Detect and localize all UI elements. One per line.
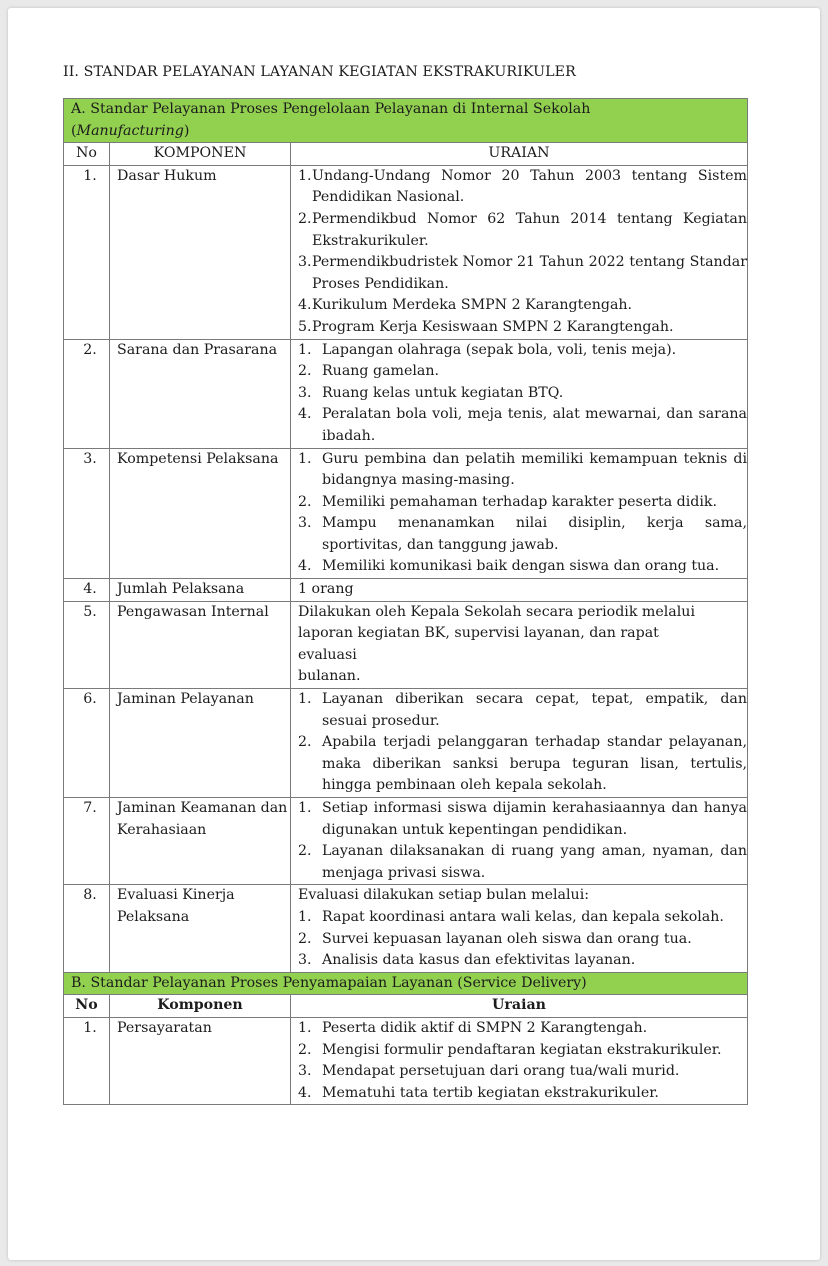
list-text: Guru pembina dan pelatih memiliki kemampuan teknis di bidangnya masing-masing.: [322, 450, 747, 489]
list-item: [298, 1040, 747, 1062]
list-item: [298, 950, 747, 972]
list-item: [298, 1083, 747, 1105]
row-number: 5.: [64, 601, 110, 688]
row-uraian: [291, 798, 748, 885]
list-item: [298, 295, 747, 317]
row-uraian: [291, 448, 748, 579]
table-a-body: [64, 165, 748, 972]
list-item: [298, 798, 747, 841]
table-row: [64, 1017, 748, 1104]
list-text: Apabila terjadi pelanggaran terhadap standar pelayanan, maka diberikan sanksi berupa teguran lisan, tertulis, hingga pembinaan oleh kepala sekolah.: [322, 734, 747, 794]
uraian-list: [298, 449, 747, 579]
uraian-list: [298, 907, 747, 972]
header-komponen-b: Komponen: [110, 995, 291, 1018]
section-b-row: [64, 972, 748, 995]
section-a-title-line2: [71, 121, 747, 143]
table-row: [64, 339, 748, 448]
list-item: [298, 383, 747, 405]
list-number: 1.: [298, 800, 312, 816]
header-komponen: KOMPONEN: [110, 143, 291, 166]
section-a-row: [64, 99, 748, 143]
list-item: [298, 513, 747, 556]
list-number: 3.: [298, 384, 312, 401]
list-item: [298, 556, 747, 578]
row-uraian: [291, 579, 748, 602]
list-text: Setiap informasi siswa dijamin kerahasiaannya dan hanya digunakan untuk kepentingan pendidikan.: [322, 800, 747, 838]
table-row: [64, 165, 748, 339]
row-komponen: Persayaratan: [110, 1017, 291, 1104]
row-komponen: Jumlah Pelaksana: [110, 579, 291, 602]
list-item: [298, 689, 747, 732]
list-number: 2.: [298, 493, 312, 510]
list-item: [298, 1061, 747, 1083]
list-item: [298, 929, 747, 951]
list-item: [298, 1018, 747, 1040]
list-number: 4.: [298, 558, 312, 575]
list-number: 1.: [298, 341, 312, 358]
list-item: [298, 166, 747, 209]
row-number: 3.: [64, 448, 110, 579]
list-number: 3.: [298, 1063, 312, 1080]
list-text: Survei kepuasan layanan oleh siswa dan orang tua.: [322, 930, 692, 947]
row-uraian: [291, 885, 748, 972]
table-row: [64, 885, 748, 972]
row-komponen: Sarana dan Prasarana: [110, 339, 291, 448]
list-text: Permendikbud Nomor 62 Tahun 2014 tentang Kegiatan Ekstrakurikuler.: [312, 210, 747, 249]
list-item: [298, 209, 747, 252]
uraian-intro: Evaluasi dilakukan setiap bulan melalui:: [298, 887, 590, 904]
list-number: 2.: [298, 363, 312, 380]
row-komponen: Jaminan Pelayanan: [110, 689, 291, 798]
section-a-subtitle: Manufacturing: [76, 122, 184, 139]
uraian-list: [298, 166, 747, 339]
list-text: Undang-Undang Nomor 20 Tahun 2003 tentang Sistem Pendidikan Nasional.: [312, 167, 747, 206]
row-number: 6.: [64, 689, 110, 798]
list-number: 2.: [298, 843, 312, 860]
row-komponen: Kompetensi Pelaksana: [110, 448, 291, 579]
list-item: [298, 449, 747, 492]
row-number: 2.: [64, 339, 110, 448]
list-number: 1.: [298, 450, 312, 467]
list-text: Peralatan bola voli, meja tenis, alat mewarnai, dan sarana ibadah.: [322, 406, 747, 444]
list-item: [298, 361, 747, 383]
list-number: 2.: [298, 930, 312, 947]
header-uraian-b: Uraian: [291, 995, 748, 1018]
list-item: [298, 492, 747, 514]
uraian-list: [298, 1018, 747, 1104]
list-number: 1.: [298, 691, 312, 708]
list-number: 1.: [298, 908, 312, 925]
list-text: Rapat koordinasi antara wali kelas, dan kepala sekolah.: [322, 908, 724, 925]
row-uraian: [291, 1017, 748, 1104]
header-no: No: [64, 143, 110, 166]
list-number: 5.: [298, 318, 312, 335]
row-number: 7.: [64, 798, 110, 885]
table-b-body: [64, 1017, 748, 1104]
list-item: [298, 252, 747, 295]
list-text: Kurikulum Merdeka SMPN 2 Karangtengah.: [312, 297, 633, 314]
list-text: Ruang kelas untuk kegiatan BTQ.: [322, 384, 564, 401]
row-komponen: Jaminan Keamanan dan Kerahasiaan: [110, 798, 291, 885]
row-number: 1.: [64, 1017, 110, 1104]
list-number: 4.: [298, 297, 312, 314]
table-row: [64, 601, 748, 688]
service-standard-table: [63, 98, 748, 1105]
list-text: Ruang gamelan.: [322, 363, 440, 380]
list-item: [298, 404, 747, 447]
row-number: 1.: [64, 165, 110, 339]
list-text: Memiliki komunikasi baik dengan siswa dan orang tua.: [322, 558, 720, 575]
list-text: Mendapat persetujuan dari orang tua/wali murid.: [322, 1063, 680, 1080]
list-number: 3.: [298, 952, 312, 969]
list-text: Mengisi formulir pendaftaran kegiatan ekstrakurikuler.: [322, 1041, 722, 1058]
list-number: 3.: [298, 254, 312, 271]
table-b-header-row: [64, 995, 748, 1018]
table-row: [64, 798, 748, 885]
list-item: [298, 317, 747, 339]
list-number: 4.: [298, 1084, 312, 1101]
list-text: Permendikbudristek Nomor 21 Tahun 2022 tentang Standar Proses Pendidikan.: [312, 254, 747, 292]
uraian-list: [298, 798, 747, 884]
list-text: Analisis data kasus dan efektivitas layanan.: [322, 952, 636, 969]
list-text: Lapangan olahraga (sepak bola, voli, tenis meja).: [322, 341, 677, 358]
list-number: 4.: [298, 406, 312, 423]
row-uraian: [291, 339, 748, 448]
list-number: 3.: [298, 515, 312, 532]
table-row: [64, 689, 748, 798]
list-text: Layanan diberikan secara cepat, tepat, empatik, dan sesuai prosedur.: [322, 691, 747, 729]
uraian-text: 1 orang: [298, 581, 354, 598]
row-number: 8.: [64, 885, 110, 972]
section-a-title: [64, 99, 748, 143]
list-text: Mematuhi tata tertib kegiatan ekstrakurikuler.: [322, 1084, 659, 1101]
table-row: [64, 579, 748, 602]
list-item: [298, 841, 747, 884]
paren-open: (: [71, 122, 77, 139]
row-komponen: Dasar Hukum: [110, 165, 291, 339]
list-text: Peserta didik aktif di SMPN 2 Karangtengah.: [322, 1019, 648, 1036]
list-item: [298, 340, 747, 362]
uraian-list: [298, 689, 747, 797]
uraian-line: laporan kegiatan BK, supervisi layanan, dan rapat: [298, 625, 659, 642]
row-uraian: [291, 165, 748, 339]
list-number: 2.: [298, 734, 312, 751]
row-uraian: [291, 689, 748, 798]
list-number: 2.: [298, 1041, 312, 1058]
uraian-line: evaluasi: [298, 646, 357, 663]
list-text: Layanan dilaksanakan di ruang yang aman, nyaman, dan menjaga privasi siswa.: [322, 843, 747, 881]
row-komponen: Evaluasi Kinerja Pelaksana: [110, 885, 291, 972]
list-item: [298, 907, 747, 929]
row-komponen: Pengawasan Internal: [110, 601, 291, 688]
list-number: 2.: [298, 210, 312, 227]
paren-close: ): [183, 122, 190, 139]
header-no-b: No: [64, 995, 110, 1018]
list-text: Program Kerja Kesiswaan SMPN 2 Karangtengah.: [312, 318, 674, 335]
document-page: [8, 8, 820, 1260]
table-a-header-row: [64, 143, 748, 166]
uraian-line: Dilakukan oleh Kepala Sekolah secara periodik melalui: [298, 603, 695, 620]
list-number: 1.: [298, 167, 312, 184]
section-b-title: B. Standar Pelayanan Proses Penyamapaian Layanan (Service Delivery): [64, 972, 748, 995]
section-a-title-line1: A. Standar Pelayanan Proses Pengelolaan Pelayanan di Internal Sekolah: [71, 101, 591, 117]
uraian-list: [298, 340, 747, 448]
list-number: 1.: [298, 1019, 312, 1036]
table-row: [64, 448, 748, 579]
document-title: II. STANDAR PELAYANAN LAYANAN KEGIATAN EKSTRAKURIKULER: [63, 64, 576, 80]
list-text: Mampu menanamkan nilai disiplin, kerja sama, sportivitas, dan tanggung jawab.: [322, 515, 747, 553]
row-number: 4.: [64, 579, 110, 602]
list-text: Memiliki pemahaman terhadap karakter peserta didik.: [322, 493, 718, 510]
header-uraian: URAIAN: [291, 143, 748, 166]
list-item: [298, 732, 747, 797]
row-uraian: [291, 601, 748, 688]
uraian-line: bulanan.: [298, 668, 361, 685]
